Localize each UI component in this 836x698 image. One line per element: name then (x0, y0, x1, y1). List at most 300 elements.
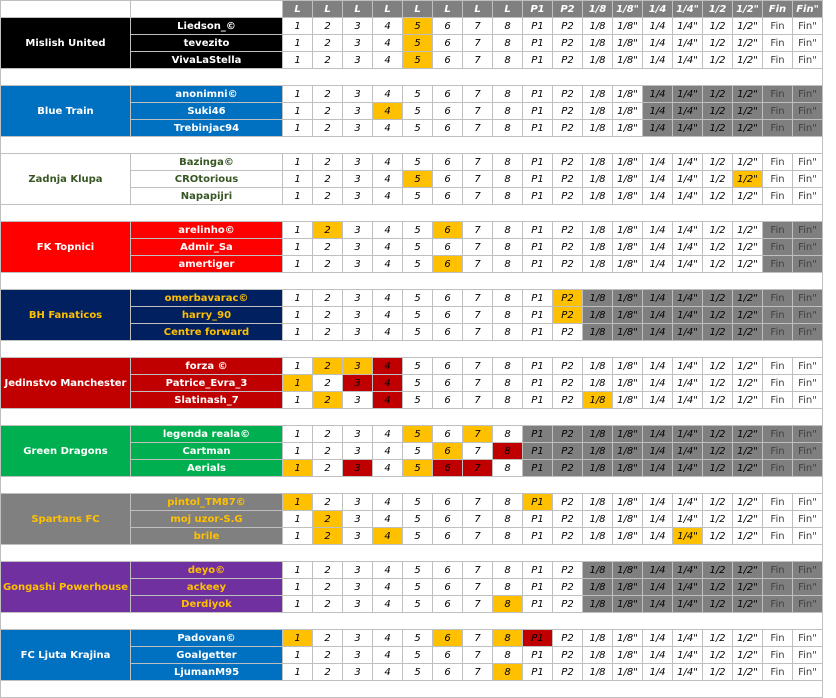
round-cell[interactable]: 1/2 (703, 494, 733, 511)
round-header[interactable]: L (283, 1, 313, 18)
player-name[interactable]: Padovan© (131, 630, 283, 647)
round-cell[interactable]: 1 (283, 324, 313, 341)
round-cell[interactable]: 4 (373, 86, 403, 103)
round-cell[interactable]: 8 (493, 154, 523, 171)
blank-cell[interactable] (1, 1, 131, 18)
round-cell[interactable]: 6 (433, 443, 463, 460)
round-cell[interactable]: 1/2 (703, 222, 733, 239)
round-cell[interactable]: P2 (553, 307, 583, 324)
round-cell[interactable]: P1 (523, 222, 553, 239)
round-cell[interactable]: 1/4 (643, 375, 673, 392)
round-cell[interactable]: Fin (763, 290, 793, 307)
round-cell[interactable]: Fin" (793, 35, 823, 52)
round-cell[interactable]: 1/8" (613, 528, 643, 545)
player-name[interactable]: forza © (131, 358, 283, 375)
round-cell[interactable]: P1 (523, 443, 553, 460)
round-cell[interactable]: 1/4 (643, 528, 673, 545)
round-cell[interactable]: Fin (763, 494, 793, 511)
round-cell[interactable]: 1/2 (703, 324, 733, 341)
round-cell[interactable]: 1/8" (613, 358, 643, 375)
round-cell[interactable]: 1/2 (703, 392, 733, 409)
round-cell[interactable]: 1/8" (613, 239, 643, 256)
round-cell[interactable]: 4 (373, 358, 403, 375)
round-header[interactable]: L (403, 1, 433, 18)
round-cell[interactable]: 5 (403, 18, 433, 35)
round-cell[interactable]: 1 (283, 392, 313, 409)
player-name[interactable]: omerbavarac© (131, 290, 283, 307)
player-name[interactable]: Patrice_Evra_3 (131, 375, 283, 392)
round-header[interactable]: 1/2 (703, 1, 733, 18)
round-cell[interactable]: 7 (463, 324, 493, 341)
round-cell[interactable]: 5 (403, 290, 433, 307)
round-cell[interactable]: 3 (343, 256, 373, 273)
round-cell[interactable]: 7 (463, 222, 493, 239)
round-cell[interactable]: Fin (763, 647, 793, 664)
round-cell[interactable]: 7 (463, 664, 493, 681)
round-cell[interactable]: 1/2" (733, 664, 763, 681)
round-cell[interactable]: Fin" (793, 426, 823, 443)
round-cell[interactable]: 1/4" (673, 103, 703, 120)
team-name[interactable]: BH Fanaticos (1, 290, 131, 341)
round-cell[interactable]: 1/2" (733, 256, 763, 273)
round-cell[interactable]: 5 (403, 528, 433, 545)
round-header[interactable]: L (493, 1, 523, 18)
round-cell[interactable]: 1/8 (583, 358, 613, 375)
round-cell[interactable]: 1/8 (583, 171, 613, 188)
round-cell[interactable]: 8 (493, 392, 523, 409)
round-cell[interactable]: 4 (373, 120, 403, 137)
round-cell[interactable]: 1/2" (733, 52, 763, 69)
round-cell[interactable]: 6 (433, 647, 463, 664)
round-cell[interactable]: 1/8" (613, 103, 643, 120)
round-cell[interactable]: 1/8 (583, 324, 613, 341)
player-name[interactable]: Napapijri (131, 188, 283, 205)
round-cell[interactable]: 1 (283, 171, 313, 188)
round-cell[interactable]: Fin" (793, 664, 823, 681)
player-name[interactable]: Slatinash_7 (131, 392, 283, 409)
round-cell[interactable]: 1/4" (673, 426, 703, 443)
round-cell[interactable]: 1/4 (643, 562, 673, 579)
round-cell[interactable]: 8 (493, 52, 523, 69)
round-cell[interactable]: 1/4" (673, 52, 703, 69)
round-cell[interactable]: Fin" (793, 647, 823, 664)
round-cell[interactable]: 2 (313, 511, 343, 528)
round-cell[interactable]: 2 (313, 426, 343, 443)
round-cell[interactable]: 5 (403, 579, 433, 596)
round-cell[interactable]: 1/4" (673, 562, 703, 579)
round-cell[interactable]: 1/2 (703, 103, 733, 120)
round-cell[interactable]: P2 (553, 443, 583, 460)
round-cell[interactable]: 1/8 (583, 460, 613, 477)
round-cell[interactable]: 3 (343, 664, 373, 681)
round-cell[interactable]: 1/2" (733, 86, 763, 103)
round-cell[interactable]: 4 (373, 579, 403, 596)
round-cell[interactable]: 7 (463, 579, 493, 596)
round-cell[interactable]: 1/4" (673, 358, 703, 375)
round-cell[interactable]: 3 (343, 392, 373, 409)
round-cell[interactable]: 5 (403, 562, 433, 579)
round-cell[interactable]: 1/2 (703, 188, 733, 205)
round-cell[interactable]: 3 (343, 52, 373, 69)
round-cell[interactable]: P1 (523, 290, 553, 307)
round-cell[interactable]: 1/2 (703, 86, 733, 103)
round-cell[interactable]: 5 (403, 426, 433, 443)
round-cell[interactable]: 2 (313, 188, 343, 205)
round-cell[interactable]: 1/4 (643, 596, 673, 613)
round-cell[interactable]: 1/2" (733, 171, 763, 188)
round-cell[interactable]: 5 (403, 222, 433, 239)
round-cell[interactable]: P1 (523, 171, 553, 188)
round-cell[interactable]: 1 (283, 307, 313, 324)
round-cell[interactable]: 1/8" (613, 511, 643, 528)
round-cell[interactable]: 5 (403, 52, 433, 69)
player-name[interactable]: Trebinjac94 (131, 120, 283, 137)
round-cell[interactable]: 1/8 (583, 392, 613, 409)
round-cell[interactable]: 1/2 (703, 154, 733, 171)
round-cell[interactable]: 3 (343, 324, 373, 341)
round-cell[interactable]: P1 (523, 596, 553, 613)
round-cell[interactable]: 3 (343, 528, 373, 545)
round-cell[interactable]: 5 (403, 596, 433, 613)
round-cell[interactable]: 5 (403, 239, 433, 256)
round-cell[interactable]: 7 (463, 239, 493, 256)
round-cell[interactable]: 1/8 (583, 528, 613, 545)
round-cell[interactable]: P2 (553, 290, 583, 307)
round-cell[interactable]: P2 (553, 647, 583, 664)
round-cell[interactable]: 6 (433, 290, 463, 307)
round-cell[interactable]: 1 (283, 358, 313, 375)
round-cell[interactable]: 1/4" (673, 324, 703, 341)
round-cell[interactable]: 7 (463, 256, 493, 273)
round-cell[interactable]: Fin" (793, 103, 823, 120)
round-cell[interactable]: P2 (553, 460, 583, 477)
round-cell[interactable]: 2 (313, 120, 343, 137)
round-cell[interactable]: P2 (553, 35, 583, 52)
round-cell[interactable]: 8 (493, 579, 523, 596)
team-name[interactable]: Gongashi Powerhouse (1, 562, 131, 613)
round-cell[interactable]: 1 (283, 511, 313, 528)
round-cell[interactable]: 7 (463, 290, 493, 307)
round-cell[interactable]: Fin" (793, 460, 823, 477)
round-cell[interactable]: 1/2" (733, 324, 763, 341)
round-cell[interactable]: 5 (403, 647, 433, 664)
round-cell[interactable]: 5 (403, 120, 433, 137)
round-cell[interactable]: 8 (493, 494, 523, 511)
round-cell[interactable]: 1/2 (703, 511, 733, 528)
round-cell[interactable]: P1 (523, 392, 553, 409)
round-cell[interactable]: 1/4" (673, 307, 703, 324)
round-cell[interactable]: 2 (313, 392, 343, 409)
team-name[interactable]: FC Ljuta Krajina (1, 630, 131, 681)
round-cell[interactable]: 1/8" (613, 375, 643, 392)
round-cell[interactable]: 3 (343, 290, 373, 307)
round-cell[interactable]: Fin (763, 154, 793, 171)
round-cell[interactable]: 1/2 (703, 596, 733, 613)
round-cell[interactable]: 8 (493, 647, 523, 664)
round-cell[interactable]: Fin (763, 596, 793, 613)
round-cell[interactable]: 6 (433, 562, 463, 579)
player-name[interactable]: VivaLaStella (131, 52, 283, 69)
round-cell[interactable]: 1/2" (733, 596, 763, 613)
round-cell[interactable]: 1/2" (733, 35, 763, 52)
round-cell[interactable]: 1/8" (613, 664, 643, 681)
round-cell[interactable]: 2 (313, 596, 343, 613)
round-cell[interactable]: 7 (463, 120, 493, 137)
player-name[interactable]: deyo© (131, 562, 283, 579)
round-cell[interactable]: P2 (553, 154, 583, 171)
round-cell[interactable]: P2 (553, 222, 583, 239)
round-cell[interactable]: Fin (763, 307, 793, 324)
round-cell[interactable]: 1/2" (733, 154, 763, 171)
round-cell[interactable]: 3 (343, 188, 373, 205)
round-cell[interactable]: 1/4 (643, 579, 673, 596)
round-cell[interactable]: 1/8" (613, 188, 643, 205)
round-cell[interactable]: 4 (373, 392, 403, 409)
round-cell[interactable]: 1 (283, 18, 313, 35)
round-cell[interactable]: 2 (313, 443, 343, 460)
round-cell[interactable]: 6 (433, 239, 463, 256)
team-name[interactable]: Green Dragons (1, 426, 131, 477)
round-cell[interactable]: 6 (433, 579, 463, 596)
round-cell[interactable]: 4 (373, 35, 403, 52)
round-cell[interactable]: P2 (553, 596, 583, 613)
round-cell[interactable]: 1/8 (583, 630, 613, 647)
round-cell[interactable]: 4 (373, 324, 403, 341)
round-cell[interactable]: 2 (313, 222, 343, 239)
round-cell[interactable]: 3 (343, 579, 373, 596)
round-header[interactable]: L (463, 1, 493, 18)
round-cell[interactable]: 1/2 (703, 358, 733, 375)
round-cell[interactable]: 7 (463, 596, 493, 613)
round-cell[interactable]: 7 (463, 358, 493, 375)
round-cell[interactable]: 2 (313, 579, 343, 596)
round-cell[interactable]: 5 (403, 171, 433, 188)
round-cell[interactable]: 6 (433, 188, 463, 205)
round-cell[interactable]: 1/8 (583, 511, 613, 528)
round-cell[interactable]: 3 (343, 222, 373, 239)
round-cell[interactable]: Fin" (793, 358, 823, 375)
round-cell[interactable]: 1/8" (613, 307, 643, 324)
round-cell[interactable]: 2 (313, 256, 343, 273)
round-cell[interactable]: P2 (553, 171, 583, 188)
round-cell[interactable]: P1 (523, 154, 553, 171)
round-cell[interactable]: P2 (553, 120, 583, 137)
round-cell[interactable]: 6 (433, 52, 463, 69)
round-cell[interactable]: P1 (523, 375, 553, 392)
round-cell[interactable]: 1/2" (733, 647, 763, 664)
round-cell[interactable]: 1/8" (613, 426, 643, 443)
round-cell[interactable]: 3 (343, 35, 373, 52)
round-cell[interactable]: 1/8" (613, 18, 643, 35)
round-cell[interactable]: P2 (553, 375, 583, 392)
round-cell[interactable]: 7 (463, 426, 493, 443)
round-cell[interactable]: 4 (373, 562, 403, 579)
round-cell[interactable]: 1/2" (733, 120, 763, 137)
round-cell[interactable]: 4 (373, 307, 403, 324)
round-cell[interactable]: 2 (313, 375, 343, 392)
round-cell[interactable]: Fin (763, 511, 793, 528)
round-cell[interactable]: 1/2" (733, 494, 763, 511)
player-name[interactable]: Centre forward (131, 324, 283, 341)
round-cell[interactable]: 1/4" (673, 392, 703, 409)
round-cell[interactable]: 1/8" (613, 562, 643, 579)
round-cell[interactable]: 1/2" (733, 290, 763, 307)
round-cell[interactable]: 1/4 (643, 647, 673, 664)
round-cell[interactable]: P2 (553, 358, 583, 375)
round-cell[interactable]: 1/8 (583, 222, 613, 239)
round-cell[interactable]: 7 (463, 52, 493, 69)
round-cell[interactable]: 1/2 (703, 579, 733, 596)
round-cell[interactable]: 2 (313, 647, 343, 664)
round-cell[interactable]: 6 (433, 256, 463, 273)
round-cell[interactable]: Fin" (793, 18, 823, 35)
round-cell[interactable]: 1/8 (583, 426, 613, 443)
player-name[interactable]: CROtorious (131, 171, 283, 188)
round-cell[interactable]: P2 (553, 392, 583, 409)
round-cell[interactable]: 1/2 (703, 647, 733, 664)
round-cell[interactable]: 1 (283, 52, 313, 69)
round-cell[interactable]: 1 (283, 494, 313, 511)
round-cell[interactable]: 2 (313, 290, 343, 307)
round-cell[interactable]: Fin" (793, 324, 823, 341)
team-name[interactable]: Jedinstvo Manchester (1, 358, 131, 409)
player-name[interactable]: amertiger (131, 256, 283, 273)
round-cell[interactable]: P2 (553, 103, 583, 120)
round-cell[interactable]: 5 (403, 630, 433, 647)
round-cell[interactable]: 5 (403, 324, 433, 341)
round-cell[interactable]: 1/4 (643, 52, 673, 69)
round-cell[interactable]: 8 (493, 307, 523, 324)
player-name[interactable]: pintol_TM87© (131, 494, 283, 511)
round-cell[interactable]: Fin" (793, 511, 823, 528)
round-cell[interactable]: P2 (553, 528, 583, 545)
round-cell[interactable]: 1 (283, 426, 313, 443)
round-cell[interactable]: 7 (463, 460, 493, 477)
round-cell[interactable]: P1 (523, 188, 553, 205)
round-cell[interactable]: 7 (463, 35, 493, 52)
round-cell[interactable]: 1/8 (583, 494, 613, 511)
round-cell[interactable]: 1/4 (643, 103, 673, 120)
round-cell[interactable]: 1/4" (673, 647, 703, 664)
round-cell[interactable]: 1/2" (733, 307, 763, 324)
round-cell[interactable]: Fin" (793, 528, 823, 545)
round-cell[interactable]: 6 (433, 171, 463, 188)
round-cell[interactable]: 7 (463, 443, 493, 460)
round-cell[interactable]: 5 (403, 375, 433, 392)
round-cell[interactable]: 1/8 (583, 562, 613, 579)
round-cell[interactable]: Fin" (793, 171, 823, 188)
round-cell[interactable]: 1/8" (613, 35, 643, 52)
round-cell[interactable]: 1/4 (643, 494, 673, 511)
round-cell[interactable]: 4 (373, 18, 403, 35)
round-cell[interactable]: P2 (553, 86, 583, 103)
round-cell[interactable]: Fin (763, 630, 793, 647)
round-cell[interactable]: 6 (433, 86, 463, 103)
player-name[interactable]: Bazinga© (131, 154, 283, 171)
round-cell[interactable]: 1/2 (703, 239, 733, 256)
round-cell[interactable]: 8 (493, 18, 523, 35)
round-cell[interactable]: Fin" (793, 630, 823, 647)
round-cell[interactable]: 1/2 (703, 664, 733, 681)
round-cell[interactable]: 1/8 (583, 154, 613, 171)
round-cell[interactable]: 3 (343, 630, 373, 647)
round-cell[interactable]: 4 (373, 103, 403, 120)
round-cell[interactable]: 1/8" (613, 222, 643, 239)
round-cell[interactable]: Fin (763, 18, 793, 35)
round-cell[interactable]: 8 (493, 256, 523, 273)
round-cell[interactable]: Fin" (793, 307, 823, 324)
round-cell[interactable]: 8 (493, 426, 523, 443)
round-cell[interactable]: 1/8" (613, 120, 643, 137)
round-cell[interactable]: 8 (493, 103, 523, 120)
round-cell[interactable]: P1 (523, 256, 553, 273)
player-name[interactable]: Admir_Sa (131, 239, 283, 256)
round-cell[interactable]: 6 (433, 18, 463, 35)
round-cell[interactable]: 4 (373, 222, 403, 239)
round-cell[interactable]: Fin (763, 103, 793, 120)
round-cell[interactable]: 1/2 (703, 443, 733, 460)
round-cell[interactable]: 5 (403, 358, 433, 375)
round-cell[interactable]: P1 (523, 528, 553, 545)
round-cell[interactable]: 7 (463, 647, 493, 664)
round-cell[interactable]: 8 (493, 562, 523, 579)
player-name[interactable]: tevezito (131, 35, 283, 52)
round-cell[interactable]: 8 (493, 443, 523, 460)
round-cell[interactable]: 2 (313, 630, 343, 647)
round-cell[interactable]: 1/2" (733, 18, 763, 35)
round-cell[interactable]: 1/8 (583, 443, 613, 460)
round-cell[interactable]: Fin (763, 35, 793, 52)
round-cell[interactable]: 1/4 (643, 154, 673, 171)
round-cell[interactable]: 4 (373, 494, 403, 511)
round-cell[interactable]: 1 (283, 120, 313, 137)
round-cell[interactable]: 7 (463, 188, 493, 205)
round-cell[interactable]: 5 (403, 511, 433, 528)
round-cell[interactable]: 1/4" (673, 18, 703, 35)
round-cell[interactable]: 1 (283, 86, 313, 103)
round-cell[interactable]: 1/2" (733, 375, 763, 392)
round-cell[interactable]: Fin" (793, 256, 823, 273)
player-name[interactable]: ackeey (131, 579, 283, 596)
round-cell[interactable]: 7 (463, 154, 493, 171)
blank-cell[interactable] (131, 1, 283, 18)
round-cell[interactable]: 2 (313, 154, 343, 171)
round-cell[interactable]: P2 (553, 511, 583, 528)
round-cell[interactable]: Fin (763, 324, 793, 341)
round-cell[interactable]: 1/4 (643, 239, 673, 256)
round-cell[interactable]: 1/4 (643, 35, 673, 52)
round-cell[interactable]: 1/8" (613, 579, 643, 596)
round-cell[interactable]: 1/8" (613, 256, 643, 273)
round-cell[interactable]: 5 (403, 35, 433, 52)
round-cell[interactable]: 8 (493, 171, 523, 188)
round-cell[interactable]: 7 (463, 630, 493, 647)
player-name[interactable]: moj uzor-S.G (131, 511, 283, 528)
round-cell[interactable]: Fin" (793, 375, 823, 392)
round-cell[interactable]: 1/8 (583, 18, 613, 35)
round-cell[interactable]: 1 (283, 35, 313, 52)
round-cell[interactable]: 1/2 (703, 290, 733, 307)
round-cell[interactable]: 3 (343, 307, 373, 324)
round-cell[interactable]: 7 (463, 392, 493, 409)
team-name[interactable]: Blue Train (1, 86, 131, 137)
round-cell[interactable]: 1/4" (673, 460, 703, 477)
round-cell[interactable]: 2 (313, 86, 343, 103)
round-cell[interactable]: 1/2" (733, 562, 763, 579)
round-cell[interactable]: Fin (763, 222, 793, 239)
round-cell[interactable]: 1/2 (703, 307, 733, 324)
round-cell[interactable]: 1/8 (583, 647, 613, 664)
